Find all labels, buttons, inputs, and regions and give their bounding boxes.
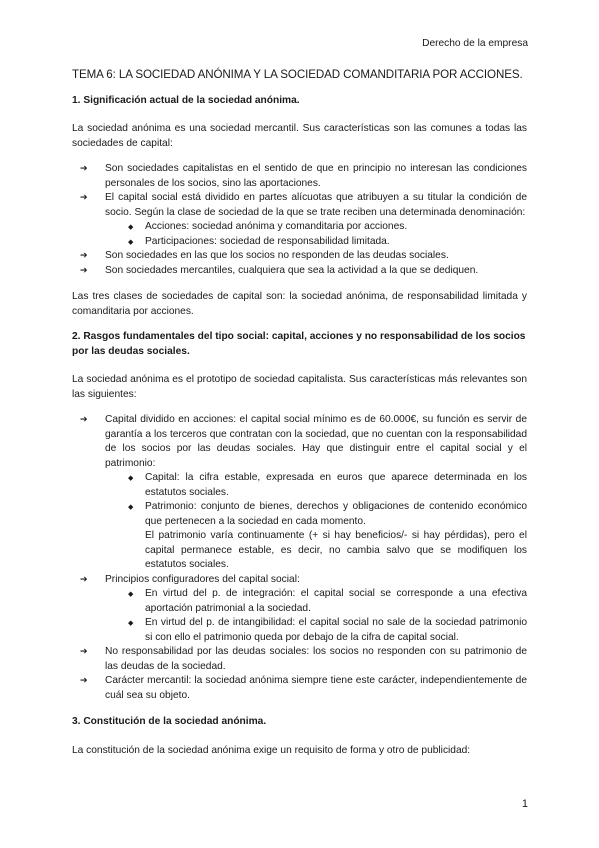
list-item (72, 413, 527, 573)
list-item: ➔ Son sociedades capitalistas en el sentido de que en principio no interesan las condiciones personales de los socios, sino las aportaciones. (72, 162, 527, 191)
page-content (72, 68, 527, 769)
sublist (105, 471, 527, 529)
list-item: ➔ Carácter mercantil: la sociedad anónima siempre tiene este carácter, independientemente de cuál sea su objeto. (72, 674, 527, 703)
section-1-intro: La sociedad anónima es una sociedad mercantil. Sus características son las comunes a todas las sociedades de capital: (72, 123, 527, 149)
running-header: Derecho de la empresa (422, 38, 528, 49)
page-number: 1 (521, 798, 528, 810)
sublist (105, 220, 527, 249)
section-3-intro: La constitución de la sociedad anónima exige un requisito de forma y otro de publicidad: (72, 744, 471, 756)
section-2-intro: La sociedad anónima es el prototipo de sociedad capitalista. Sus características más relevantes son las siguientes: (72, 374, 527, 400)
list-item: ➔ Son sociedades mercantiles, cualquiera que sea la actividad a la que se dediquen. (72, 264, 527, 279)
section-1-heading: 1. Significación actual de la sociedad anónima. (72, 94, 300, 106)
list-item (72, 573, 527, 646)
sublist-item: ◆ En virtud del p. de integración: el capital social se corresponde a una efectiva aportación patrimonial a la sociedad. (105, 587, 527, 616)
sublist-continuation: El patrimonio varía continuamente (+ si hay beneficios/- si hay pérdidas), pero el capital permanece estable, es decir, no cambia salvo que se modifiquen los estatutos sociales. (145, 530, 527, 570)
document-title: TEMA 6: LA SOCIEDAD ANÓNIMA Y LA SOCIEDAD COMANDITARIA POR ACCIONES. (72, 68, 523, 81)
list-item: ➔ No responsabilidad por las deudas sociales: los socios no responden con su patrimonio de las deudas de la sociedad. (72, 645, 527, 674)
section-2-heading: 2. Rasgos fundamentales del tipo social: capital, acciones y no responsabilidad de los socios por las deudas sociales. (72, 331, 526, 357)
section-1-outro: Las tres clases de sociedades de capital son: la sociedad anónima, de responsabilidad limitada y comanditaria por acciones. (72, 291, 527, 317)
list-item: ➔ Son sociedades en las que los socios no responden de las deudas sociales. (72, 249, 527, 264)
sublist-item: ◆ En virtud del p. de intangibilidad: el capital social no sale de la sociedad patrimonio si con ello el patrimonio queda por debajo de la cifra de capital social. (105, 616, 527, 645)
sublist-item: ◆ Acciones: sociedad anónima y comanditaria por acciones. (105, 220, 527, 235)
list-item-text: Principios configuradores del capital social: (105, 573, 300, 585)
section-2-list (72, 413, 527, 703)
section-3-heading: 3. Constitución de la sociedad anónima. (72, 716, 267, 727)
list-item-text: Capital dividido en acciones: el capital social mínimo es de 60.000€, su función es servir de garantía a los terceros que contratan con la sociedad, que no cuentan con la responsabilidad de los socios por las deudas sociales. Hay que distinguir entre el capital social y el patrimonio: (105, 414, 527, 469)
sublist-item: ◆ Patrimonio: conjunto de bienes, derechos y obligaciones de contenido económico que pertenecen a la sociedad en cada momento. (105, 500, 527, 529)
section-1-list (72, 162, 527, 278)
sublist-item: ◆ Participaciones: sociedad de responsabilidad limitada. (105, 235, 527, 250)
sublist (105, 587, 527, 645)
sublist-item: ◆ Capital: la cifra estable, expresada en euros que aparece determinada en los estatutos sociales. (105, 471, 527, 500)
list-item-text: El capital social está dividido en partes alícuotas que atribuyen a su titular la condición de socio. Según la clase de sociedad de la que se trate reciben una determinada denominación: (105, 192, 527, 218)
list-item (72, 191, 527, 249)
